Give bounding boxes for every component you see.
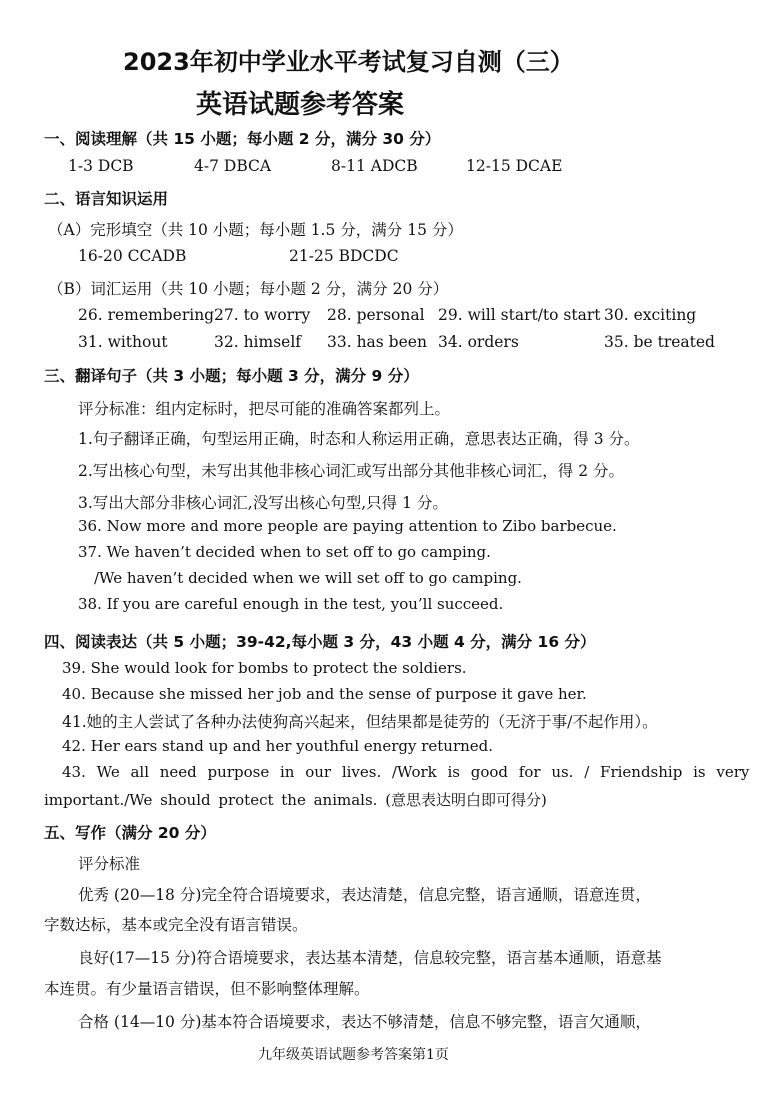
section-4-heading: 四、阅读表达（共 5 小题；39-42,每小题 3 分，43 小题 4 分，满分 16 分） <box>44 633 596 651</box>
vocab-answer: 29. will start/to start <box>438 306 601 324</box>
vocab-answer: 35. be treated <box>604 333 715 351</box>
vocab-answer: 26. remembering <box>78 306 215 324</box>
vocab-answer: 34. orders <box>438 333 519 351</box>
reading-answer: important./We should protect the animals. (意思表达明白即可得分) <box>44 791 547 809</box>
translation-answer: 36. Now more and more people are paying attention to Zibo barbecue. <box>78 517 617 535</box>
subsection-a-heading: （A）完形填空（共 10 小题；每小题 1.5 分，满分 15 分） <box>48 221 463 239</box>
scoring-rule: 2.写出核心句型，未写出其他非核心词汇或写出部分其他非核心词汇，得 2 分。 <box>78 462 625 480</box>
section-3-heading: 三、翻译句子（共 3 小题；每小题 3 分，满分 9 分） <box>44 367 419 385</box>
vocab-answer: 28. personal <box>327 306 425 324</box>
writing-criteria: 本连贯。有少量语言错误，但不影响整体理解。 <box>44 980 370 998</box>
subsection-b-heading: （B）词汇运用（共 10 小题；每小题 2 分，满分 20 分） <box>48 280 449 298</box>
scoring-standard: 评分标准：组内定标时，把尽可能的准确答案都列上。 <box>78 400 451 418</box>
page-footer: 九年级英语试题参考答案第1页 <box>258 1047 449 1063</box>
answer-group: 21-25 BDCDC <box>289 247 399 265</box>
translation-answer: /We haven’t decided when we will set off to go camping. <box>94 569 522 587</box>
writing-standard: 评分标准 <box>78 855 141 873</box>
writing-criteria: 合格 (14—10 分)基本符合语境要求，表达不够清楚，信息不够完整，语言欠通顺， <box>78 1013 651 1031</box>
page-title: 2023年初中学业水平考试复习自测（三） <box>123 48 574 76</box>
translation-answer: 38. If you are careful enough in the test, you’ll succeed. <box>78 595 504 613</box>
writing-criteria: 字数达标，基本或完全没有语言错误。 <box>44 916 308 934</box>
reading-answer: 42. Her ears stand up and her youthful energy returned. <box>62 737 494 755</box>
section-2-heading: 二、语言知识运用 <box>44 190 169 208</box>
answer-group: 12-15 DCAE <box>466 157 563 175</box>
vocab-answer: 32. himself <box>214 333 302 351</box>
answer-group: 8-11 ADCB <box>331 157 418 175</box>
reading-answer: 40. Because she missed her job and the sense of purpose it gave her. <box>62 685 587 703</box>
answer-group: 1-3 DCB <box>68 157 134 175</box>
section-1-heading: 一、阅读理解（共 15 小题；每小题 2 分，满分 30 分） <box>44 130 441 148</box>
answer-group: 4-7 DBCA <box>194 157 272 175</box>
page-subtitle: 英语试题参考答案 <box>196 90 405 120</box>
vocab-answer: 27. to worry <box>214 306 311 324</box>
writing-criteria: 优秀 (20—18 分)完全符合语境要求，表达清楚，信息完整，语言通顺，语意连贯， <box>78 886 651 904</box>
reading-answer: 39. She would look for bombs to protect the soldiers. <box>62 659 467 677</box>
reading-answer: 43. We all need purpose in our lives. /Work is good for us. / Friendship is very <box>62 763 750 781</box>
reading-answer: 41.她的主人尝试了各种办法使狗高兴起来，但结果都是徒劳的（无济于事/不起作用）。 <box>62 713 658 731</box>
section-5-heading: 五、写作（满分 20 分） <box>44 824 216 842</box>
writing-criteria: 良好(17—15 分)符合语境要求，表达基本清楚，信息较完整，语言基本通顺，语意基 <box>78 949 662 967</box>
vocab-answer: 31. without <box>78 333 168 351</box>
answer-group: 16-20 CCADB <box>78 247 187 265</box>
scoring-rule: 1.句子翻译正确，句型运用正确，时态和人称运用正确，意思表达正确，得 3 分。 <box>78 430 640 448</box>
vocab-answer: 30. exciting <box>604 306 697 324</box>
vocab-answer: 33. has been <box>327 333 427 351</box>
translation-answer: 37. We haven’t decided when to set off to go camping. <box>78 543 491 561</box>
scoring-rule: 3.写出大部分非核心词汇,没写出核心句型,只得 1 分。 <box>78 494 448 512</box>
